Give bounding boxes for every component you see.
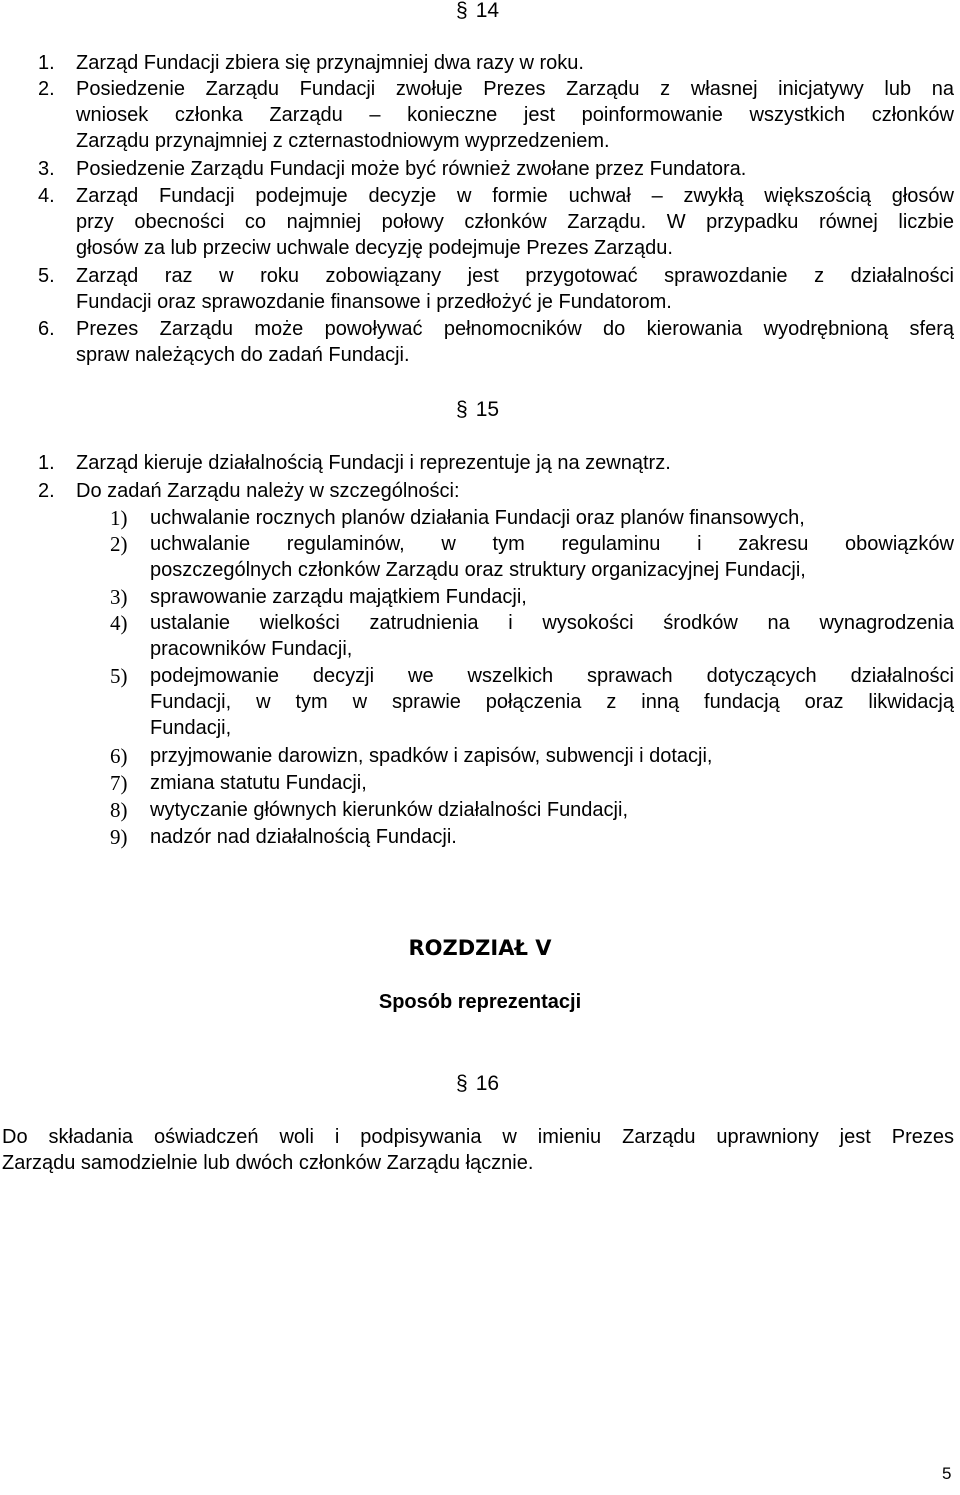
task-number: 1): [110, 506, 128, 530]
list-item-text: głosów za lub przeciw uchwale decyzję podejmuje Prezes Zarządu.: [76, 237, 673, 259]
paragraph-line: Do składania oświadczeń woli i podpisywania w imieniu Zarządu uprawniony jest Prezes: [2, 1126, 954, 1148]
task-text: podejmowanie decyzji we wszelkich sprawach dotyczących działalności: [150, 665, 954, 687]
task-text: nadzór nad działalnością Fundacji.: [150, 826, 457, 848]
section-16-heading: [456, 1071, 499, 1097]
task-number: 5): [110, 664, 128, 688]
task-number: 2): [110, 532, 128, 556]
list-item-text: Prezes Zarządu może powoływać pełnomocników do kierowania wyodrębnioną sferą: [76, 318, 954, 340]
section-number: 14: [475, 0, 500, 22]
task-text: uchwalanie rocznych planów działania Fundacji oraz planów finansowych,: [150, 507, 805, 529]
task-text: sprawowanie zarządu majątkiem Fundacji,: [150, 586, 527, 608]
list-item-text: Zarząd raz w roku zobowiązany jest przygotować sprawozdanie z działalności: [76, 265, 954, 287]
list-item-text: Posiedzenie Zarządu Fundacji zwołuje Prezes Zarządu z własnej inicjatywy lub na: [76, 78, 954, 100]
task-text: wytyczanie głównych kierunków działalności Fundacji,: [150, 799, 628, 821]
list-item-number: 2.: [38, 480, 55, 502]
task-number: 6): [110, 744, 128, 768]
list-item-number: 5.: [38, 265, 55, 287]
task-text: przyjmowanie darowizn, spadków i zapisów, subwencji i dotacji,: [150, 745, 713, 767]
task-number: 4): [110, 611, 128, 635]
section-number: 16: [475, 1072, 500, 1095]
section-15-heading: [456, 397, 499, 423]
task-text: uchwalanie regulaminów, w tym regulaminu i zakresu obowiązków: [150, 533, 954, 555]
list-item-number: 1.: [38, 52, 55, 74]
page-number: 5: [942, 1464, 952, 1483]
list-item-number: 3.: [38, 158, 55, 180]
chapter-subtitle: Sposób reprezentacji: [378, 991, 582, 1013]
list-item-text: spraw należących do zadań Fundacji.: [76, 344, 410, 366]
section-sign: §: [456, 398, 468, 421]
list-item-number: 2.: [38, 78, 55, 100]
list-item-text: Zarządu przynajmniej z czternastodniowym wyprzedzeniem.: [76, 130, 610, 152]
task-text: Fundacji, w tym w sprawie połączenia z inną fundacją oraz likwidacją: [150, 691, 954, 713]
chapter-title: ROZDZIAŁ V: [408, 936, 552, 960]
section-number: 15: [475, 398, 500, 421]
task-number: 7): [110, 771, 128, 795]
list-item-text: Zarząd Fundacji zbiera się przynajmniej dwa razy w roku.: [76, 52, 584, 74]
task-text: Fundacji,: [150, 717, 232, 739]
section-sign: §: [456, 1072, 468, 1095]
list-item-number: 1.: [38, 452, 55, 474]
list-item-number: 6.: [38, 318, 55, 340]
task-text: ustalanie wielkości zatrudnienia i wysokości środków na wynagrodzenia: [150, 612, 954, 634]
list-item-text: wniosek członka Zarządu – konieczne jest poinformowanie wszystkich członków: [76, 104, 954, 126]
section-sign: §: [456, 0, 468, 22]
list-item-number: 4.: [38, 185, 55, 207]
list-item-text: Fundacji oraz sprawozdanie finansowe i przedłożyć je Fundatorom.: [76, 291, 672, 313]
section-14-heading: [456, 0, 499, 24]
task-text: poszczególnych członków Zarządu oraz struktury organizacyjnej Fundacji,: [150, 559, 806, 581]
paragraph-line: Zarządu samodzielnie lub dwóch członków Zarządu łącznie.: [2, 1152, 534, 1174]
task-number: 8): [110, 798, 128, 822]
list-item-text: Posiedzenie Zarządu Fundacji może być również zwołane przez Fundatora.: [76, 158, 747, 180]
task-text: pracowników Fundacji,: [150, 638, 353, 660]
list-item-text: Zarząd Fundacji podejmuje decyzje w formie uchwał – zwykłą większością głosów: [76, 185, 954, 207]
task-text: zmiana statutu Fundacji,: [150, 772, 367, 794]
list-item-text: Zarząd kieruje działalnością Fundacji i reprezentuje ją na zewnątrz.: [76, 452, 671, 474]
list-item-text: Do zadań Zarządu należy w szczególności:: [76, 480, 460, 502]
list-item-text: przy obecności co najmniej połowy członków Zarządu. W przypadku równej liczbie: [76, 211, 954, 233]
task-number: 3): [110, 585, 128, 609]
task-number: 9): [110, 825, 128, 849]
